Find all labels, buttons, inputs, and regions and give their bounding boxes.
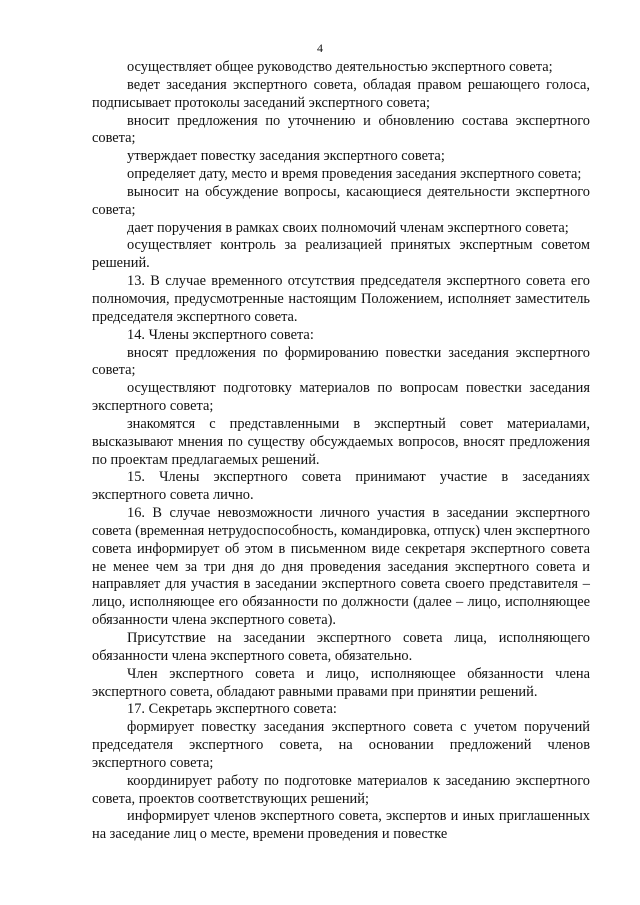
paragraph: осуществляет контроль за реализацией принятых экспертным советом решений. [92,237,590,272]
paragraph: выносит на обсуждение вопросы, касающиеся деятельности экспертного совета; [92,183,590,218]
paragraph: осуществляют подготовку материалов по вопросам повестки заседания экспертного совета; [92,380,590,415]
paragraph: дает поручения в рамках своих полномочий членам экспертного совета; [127,219,569,236]
paragraph: утверждает повестку заседания экспертного совета; [127,148,445,165]
paragraph: вносит предложения по уточнению и обновлению состава экспертного совета; [92,112,590,147]
page-number: 4 [317,41,323,55]
clause-17-heading: 17. Секретарь экспертного совета: [127,701,337,718]
paragraph: знакомятся с представленными в экспертный совет материалами, высказывают мнения по существу обсуждаемых вопросов, вносят предложения по проектам предлагаемых решений. [92,415,590,468]
clause-13: 13. В случае временного отсутствия председателя экспертного совета его полномочия, предусмотренные настоящим Положением, исполняет заместитель председателя экспертного совета. [92,273,590,325]
clause-16: 16. В случае невозможности личного участия в заседании экспертного совета (временная нетрудоспособность, командировка, отпуск) член экспертного совета информирует об этом в письменном виде секретаря экспертного совета не менее чем за три дня до дня проведения заседания экспертного совета и направляет для участия в заседании экспертного совета своего представителя – лицо, исполняющее его обязанности по должности (далее – лицо, исполняющее обязанности члена экспертного совета). [92,505,590,629]
paragraph: ведет заседания экспертного совета, обладая правом решающего голоса, подписывает протоколы заседаний экспертного совета; [92,76,590,111]
paragraph: вносят предложения по формированию повестки заседания экспертного совета; [92,344,590,379]
paragraph: Присутствие на заседании экспертного совета лица, исполняющего обязанности члена экспертного совета, обязательно. [92,630,590,664]
paragraph: координирует работу по подготовке материалов к заседанию экспертного совета, проектов соответствующих решений; [92,772,590,807]
paragraph: информирует членов экспертного совета, экспертов и иных приглашенных на заседание лиц о месте, времени проведения и повестке [92,808,590,843]
paragraph: осуществляет общее руководство деятельностью экспертного совета; [127,59,553,75]
paragraph: определяет дату, место и время проведения заседания экспертного совета; [127,166,582,183]
clause-14-heading: 14. Члены экспертного совета: [127,326,314,343]
clause-15: 15. Члены экспертного совета принимают участие в заседаниях экспертного совета лично. [92,469,590,504]
paragraph: формирует повестку заседания экспертного совета с учетом поручений председателя экспертного совета, на основании предложений членов экспертного совета; [92,719,590,771]
paragraph: Член экспертного совета и лицо, исполняющее обязанности члена экспертного совета, обладают равными правами при принятии решений. [92,665,590,700]
document-body [92,59,590,844]
